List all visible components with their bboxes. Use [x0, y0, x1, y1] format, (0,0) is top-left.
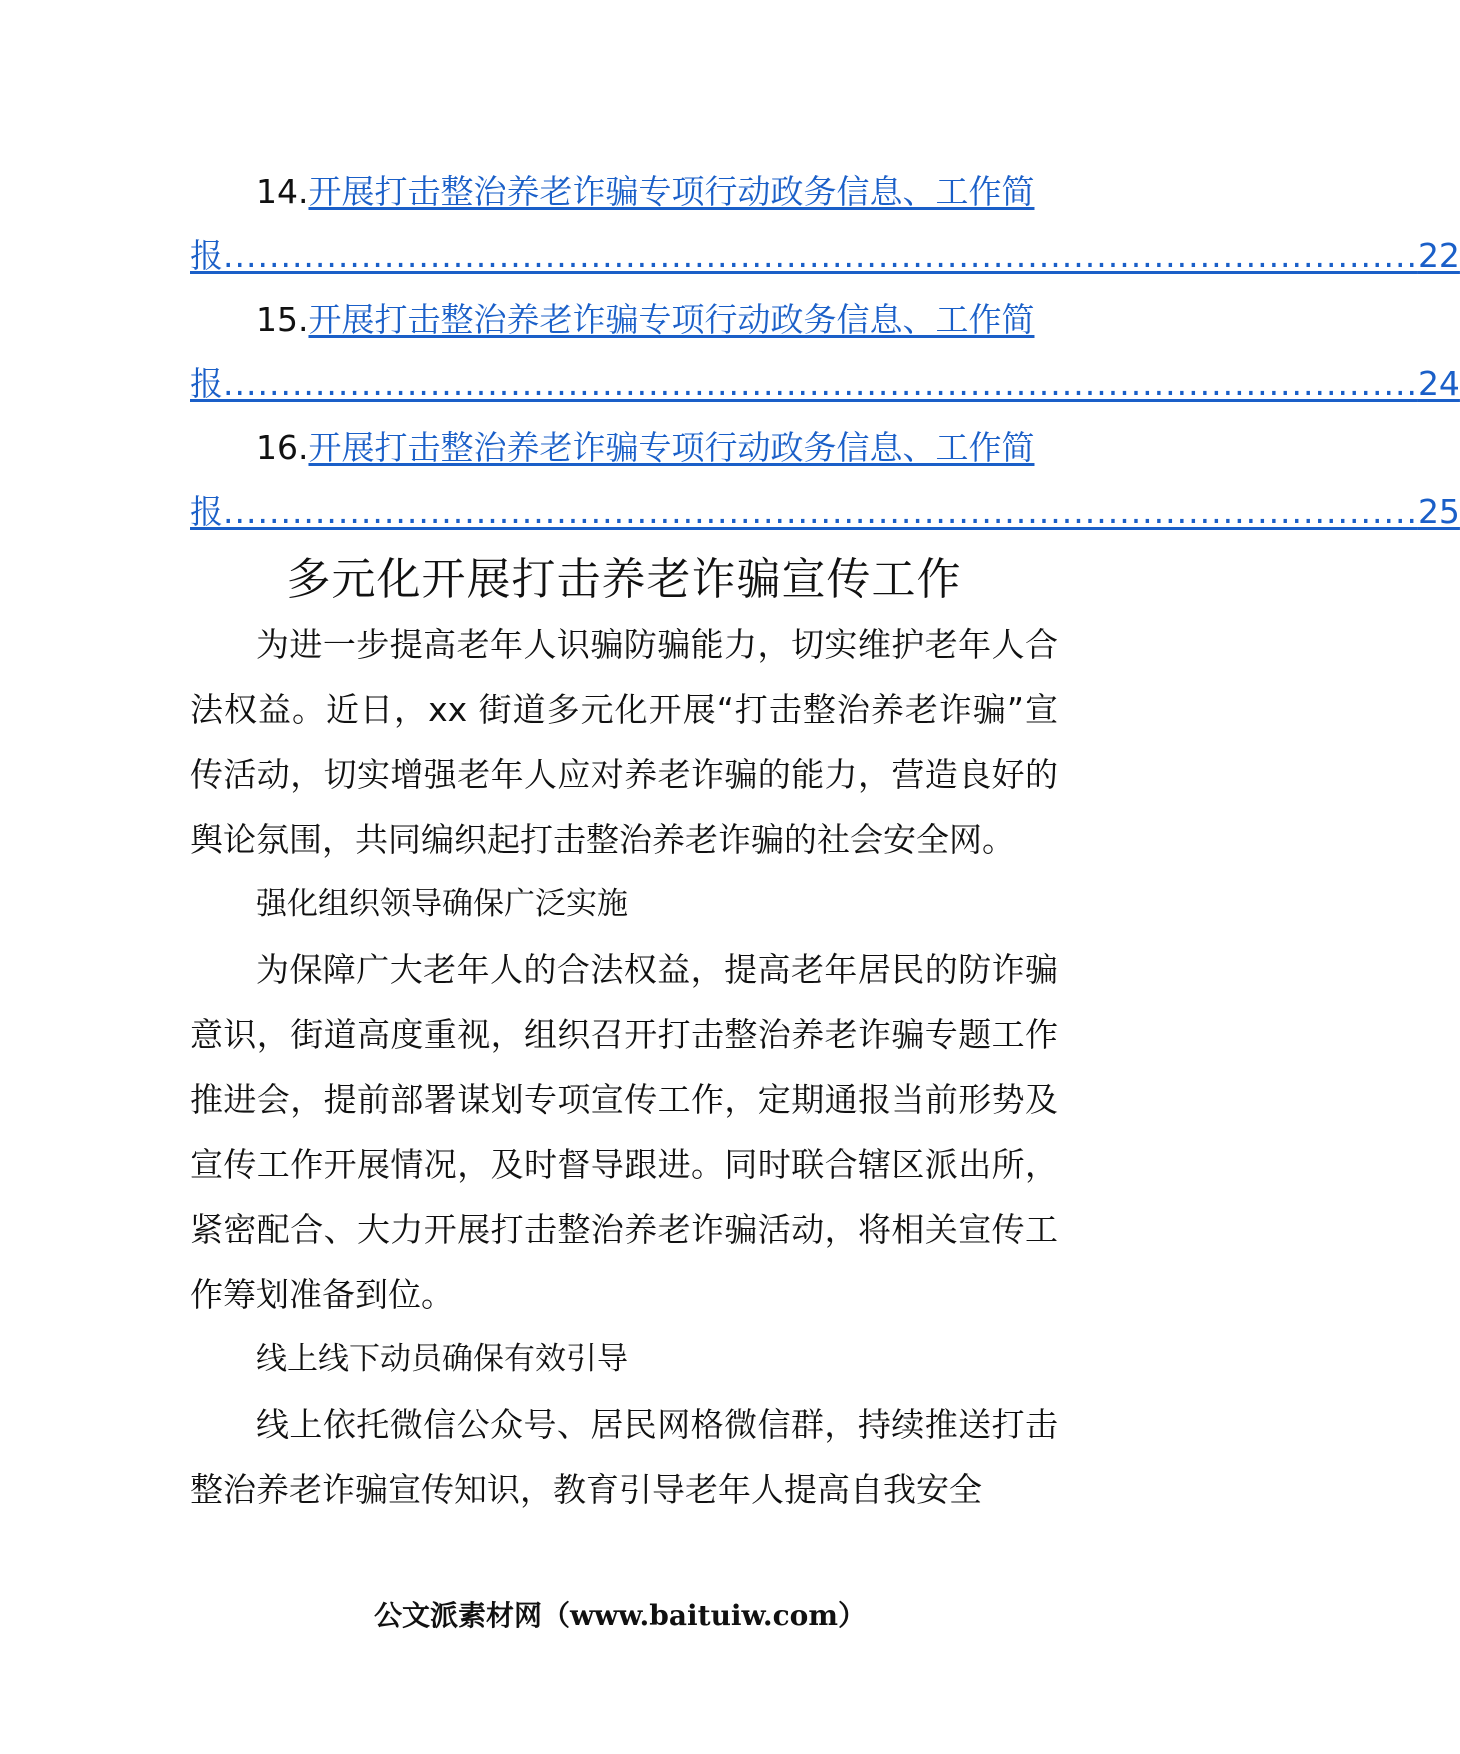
toc-entry-link[interactable]: 开展打击整治养老诈骗专项行动政务信息、工作简 [308, 300, 1035, 339]
toc-entry-second-line[interactable] [190, 224, 1460, 288]
article [190, 548, 1058, 1522]
toc-entry-14[interactable] [190, 160, 1460, 288]
toc-entry-second-line[interactable] [190, 352, 1460, 416]
toc-entry-first-line [190, 416, 1058, 480]
article-paragraph-online: 线上依托微信公众号、居民网格微信群，持续推送打击整治养老诈骗宣传知识，教育引导老年人提高自我安全 [190, 1405, 1058, 1509]
toc-leader-dots: ........................................................................................................ [223, 492, 1418, 531]
toc-entry-first-line [190, 288, 1058, 352]
toc-entry-first-line [190, 160, 1058, 224]
toc-leader-dots: ........................................................................................................ [223, 364, 1418, 403]
toc-entry-tail: 报 [190, 236, 223, 275]
article-title: 多元化开展打击养老诈骗宣传工作 [286, 554, 962, 605]
toc-entry-number: 15. [256, 300, 309, 339]
toc-entry-number: 14. [256, 172, 309, 211]
toc-entry-link[interactable]: 开展打击整治养老诈骗专项行动政务信息、工作简 [308, 172, 1035, 211]
article-paragraph-organization: 为保障广大老年人的合法权益，提高老年居民的防诈骗意识，街道高度重视，组织召开打击整治养老诈骗专题工作推进会，提前部署谋划专项宣传工作，定期通报当前形势及宣传工作开展情况，及时督导跟进。同时联合辖区派出所，紧密配合、大力开展打击整治养老诈骗活动，将相关宣传工作筹划准备到位。 [190, 950, 1058, 1314]
section-heading-online-offline: 线上线下动员确保有效引导 [256, 1341, 628, 1377]
toc-entry-16[interactable] [190, 416, 1460, 544]
page-footer-watermark: 公文派素材网（www.baituiw.com） [374, 1599, 866, 1632]
section-heading-organization: 强化组织领导确保广泛实施 [256, 886, 628, 922]
toc-entry-tail: 报 [190, 364, 223, 403]
toc-page-number: 25 [1417, 492, 1460, 531]
article-paragraph-intro: 为进一步提高老年人识骗防骗能力，切实维护老年人合法权益。近日，xx 街道多元化开展“打击整治养老诈骗”宣传活动，切实增强老年人应对养老诈骗的能力，营造良好的舆论氛围，共同编织起打击整治养老诈骗的社会安全网。 [190, 625, 1058, 859]
toc-entry-number: 16. [256, 428, 309, 467]
toc-entry-15[interactable] [190, 288, 1460, 416]
toc-page-number: 22 [1417, 236, 1460, 275]
toc-page-number: 24 [1417, 364, 1460, 403]
toc-entry-link[interactable]: 开展打击整治养老诈骗专项行动政务信息、工作简 [308, 428, 1035, 467]
table-of-contents [190, 160, 1460, 544]
toc-leader-dots: ........................................................................................................ [223, 236, 1418, 275]
toc-entry-tail: 报 [190, 492, 223, 531]
toc-entry-second-line[interactable] [190, 480, 1460, 544]
